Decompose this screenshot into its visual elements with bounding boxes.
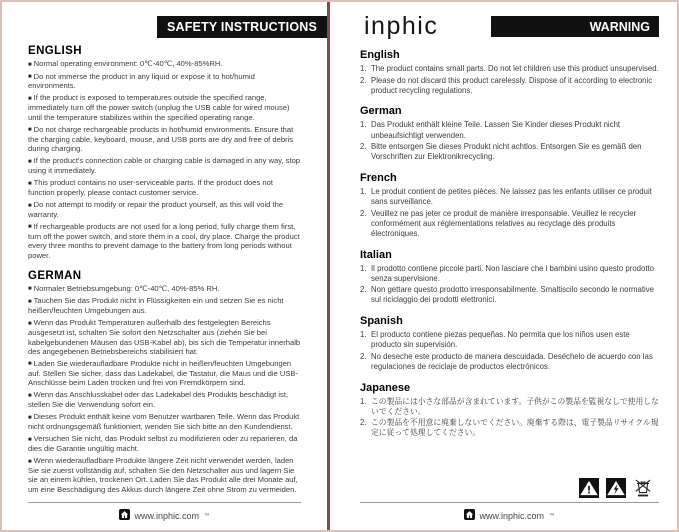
section-title-german: GERMAN xyxy=(28,269,82,282)
bullet-text: Wenn das Produkt Temperaturen außerhalb des festgelegten Bereichs ausgesetzt ist, schalten Sie sofort den Netzschalter aus (ziehen Sie bei kabelgebundenen Mäusen das USB-Kabel ab), bis sich die Temperatur innerhalb des angegebenen Betriebsbereichs stabilisiert hat. xyxy=(28,318,301,356)
numbered-item xyxy=(360,187,659,207)
item-text: Das Produkt enthält kleine Teile. Lassen Sie Kinder dieses Produkt nicht unbeaufsichtigt verwenden. xyxy=(371,120,621,140)
home-icon xyxy=(464,509,475,522)
bullet-square-icon: ■ xyxy=(28,392,32,399)
item-text: El producto contiene piezas pequeñas. No permita que los niños usen este producto sin supervisión. xyxy=(371,330,630,350)
section-title: Japanese xyxy=(360,381,411,394)
bullet-text: This product contains no user-serviceable parts. If the product does not function properly, please contact customer service. xyxy=(28,178,273,198)
warning-section-english xyxy=(360,41,659,97)
bullet-square-icon: ■ xyxy=(28,298,32,305)
safety-instructions-header-bar xyxy=(157,16,327,38)
bullet-item xyxy=(28,222,301,260)
section-title-english: ENGLISH xyxy=(28,45,82,57)
numbered-item xyxy=(360,64,659,74)
warning-page xyxy=(330,2,677,530)
left-page-content xyxy=(28,38,327,522)
item-text: Il prodotto contiene piccole parti. Non lasciare che i bambini usino questo prodotto senza supervisione. xyxy=(371,263,655,283)
item-text: この製品には小さな部品が含まれています。子供がこの製品を監視なしで使用しないでください。 xyxy=(371,396,659,416)
section-title: French xyxy=(360,171,397,184)
numbered-item xyxy=(360,418,659,438)
numbered-item xyxy=(360,330,659,350)
bullet-square-icon: ■ xyxy=(28,436,32,443)
inphic-logo: inphic xyxy=(364,12,439,40)
warning-section-japanese xyxy=(360,374,659,441)
bullet-text: Versuchen Sie nicht, das Produkt selbst zu modifizieren oder zu reparieren, da dies die Garantie ungültig macht. xyxy=(28,434,298,454)
numbered-item xyxy=(360,120,659,140)
bullet-item xyxy=(28,456,301,494)
bullet-item xyxy=(28,59,301,69)
german-safety-section xyxy=(28,263,301,497)
bullet-item xyxy=(28,390,301,409)
german-bullet-list xyxy=(28,284,301,495)
right-page-footer xyxy=(360,472,659,522)
bullet-text: If rechargeable products are not used for a long period, fully charge them first, turn off the power switch, and store them in a cool, dry place. Charge the product every three months to prevent damage to the battery from long periods without power. xyxy=(28,221,300,260)
bullet-item xyxy=(28,125,301,154)
numbered-item xyxy=(360,264,659,284)
bullet-square-icon: ■ xyxy=(28,458,32,465)
warning-section-french xyxy=(360,164,659,241)
warning-title: WARNING xyxy=(589,19,650,34)
bullet-square-icon: ■ xyxy=(28,286,32,293)
footer-divider xyxy=(360,502,659,503)
numbered-list xyxy=(360,397,659,439)
right-page-top-row xyxy=(360,14,659,39)
bullet-text: Do not immerse the product in any liquid or expose it to hot/humid environments. xyxy=(28,71,255,91)
numbered-item xyxy=(360,76,659,96)
numbered-list xyxy=(360,64,659,96)
bullet-square-icon: ■ xyxy=(28,414,32,421)
bullet-square-icon: ■ xyxy=(28,74,32,81)
bullet-text: Normal operating environment: 0℃-40℃, 40%-85%RH. xyxy=(33,59,223,68)
numbered-item xyxy=(360,285,659,305)
bullet-item xyxy=(28,72,301,91)
item-text: No deseche este producto de manera descuidada. Deséchelo de acuerdo con las regulaciones de reciclaje de productos electrónicos. xyxy=(371,351,653,371)
bullet-item xyxy=(28,412,301,431)
numbered-item xyxy=(360,209,659,239)
bullet-square-icon: ■ xyxy=(28,202,32,209)
warning-section-german xyxy=(360,97,659,164)
item-text: Le produit contient de petites pièces. Ne laissez pas les enfants utiliser ce produit sans surveillance. xyxy=(371,186,652,206)
footer-website xyxy=(28,509,301,522)
item-text: Non gettare questo prodotto irresponsabilmente. Smaltiscilo secondo le normative sul riciclaggio dei prodotti elettronici. xyxy=(371,285,655,305)
bullet-item xyxy=(28,93,301,122)
safety-instructions-title: SAFETY INSTRUCTIONS xyxy=(166,20,318,34)
section-title: Spanish xyxy=(360,315,403,327)
bullet-square-icon: ■ xyxy=(28,224,32,231)
numbered-list xyxy=(360,264,659,306)
item-text: Please do not discard this product carelessly. Dispose of it according to electronic product recycling regulations. xyxy=(371,75,653,95)
bullet-item xyxy=(28,156,301,175)
bullet-square-icon: ■ xyxy=(28,158,32,165)
bullet-square-icon: ■ xyxy=(28,127,32,134)
bullet-item xyxy=(28,296,301,315)
bullet-item xyxy=(28,178,301,197)
bullet-square-icon: ■ xyxy=(28,320,32,327)
bullet-text: Laden Sie wiederaufladbare Produkte nicht in heißen/feuchten Umgebungen auf. Stellen Sie sicher, dass das Ladekabel, die Tastatur, die Maus und die USB-Anschlüsse beim Laden trocken und frei von Fremdkörpern sind. xyxy=(28,358,299,388)
trademark-mark: ™ xyxy=(204,512,210,519)
bullet-item xyxy=(28,359,301,388)
website-url: www.inphic.com xyxy=(134,510,200,521)
bullet-square-icon: ■ xyxy=(28,180,32,187)
trademark-mark: ™ xyxy=(549,512,555,519)
numbered-item xyxy=(360,352,659,372)
bullet-text: Wenn wiederaufladbare Produkte längere Zeit nicht verwendet werden, laden Sie sie zuerst vollständig auf, schalten Sie den Netzschalter aus und lagern Sie sie an einem kühlen, trockenen Ort. Laden Sie das Produkt alle drei Monate auf, um eine Beschädigung des Akkus durch längere Zeit ohne Strom zu vermeiden. xyxy=(28,456,298,494)
bullet-item xyxy=(28,434,301,453)
numbered-item xyxy=(360,397,659,417)
footer-website xyxy=(360,509,659,522)
warning-section-italian xyxy=(360,241,659,308)
website-url: www.inphic.com xyxy=(479,510,545,521)
item-text: この製品を不用意に廃棄しないでください。廃棄する際は、電子製品リサイクル規定に従って処理してください。 xyxy=(371,418,659,438)
warning-triangle-icon xyxy=(579,478,599,498)
english-safety-section xyxy=(28,38,301,263)
bullet-square-icon: ■ xyxy=(28,361,32,368)
numbered-list xyxy=(360,187,659,239)
bullet-text: Wenn das Anschlusskabel oder das Ladekabel des Produkts beschädigt ist, stellen Sie die Verwendung sofort ein. xyxy=(28,390,289,410)
section-title: German xyxy=(360,105,402,118)
item-text: Bitte entsorgen Sie dieses Produkt nicht achtlos. Entsorgen Sie es gemäß den Vorschriften zur Elektronikrecycling. xyxy=(371,142,642,162)
bullet-text: If the product is exposed to temperatures outside the specified range, immediately turn off the power switch (unplug the USB cable for wired mouse) until the temperature stabilizes within the specified operating range. xyxy=(28,93,290,122)
warning-section-spanish xyxy=(360,307,659,374)
numbered-list xyxy=(360,120,659,162)
numbered-item xyxy=(360,142,659,162)
footer-divider xyxy=(28,502,301,503)
home-icon xyxy=(119,509,130,522)
bullet-square-icon: ■ xyxy=(28,61,32,68)
bullet-item xyxy=(28,284,301,294)
bullet-text: Tauchen Sie das Produkt nicht in Flüssigkeiten ein und setzen Sie es nicht heißen/feuchten Umgebungen aus. xyxy=(28,296,284,316)
bullet-item xyxy=(28,318,301,356)
safety-instructions-page xyxy=(2,2,327,530)
left-page-footer xyxy=(28,498,301,522)
weee-crossed-bin-icon xyxy=(633,478,653,498)
bullet-text: Do not charge rechargeable products in hot/humid environments. Ensure that the charging cable, keyboard, mouse, and USB ports are dry and free of debris during charging. xyxy=(28,124,294,154)
english-bullet-list xyxy=(28,59,301,260)
right-page-content xyxy=(360,41,659,522)
bullet-text: Do not attempt to modify or repair the product yourself, as this will void the warranty. xyxy=(28,200,284,219)
section-title: English xyxy=(360,49,400,61)
item-text: Veuillez ne pas jeter ce produit de manière irresponsable. Veuillez le recycler conformément aux réglementations relatives au recyclage des produits électroniques. xyxy=(371,208,637,238)
warning-header-bar xyxy=(491,16,659,37)
bullet-text: Normaler Betriebsumgebung: 0℃-40℃, 40%-85% RH. xyxy=(33,283,220,293)
section-title: Italian xyxy=(360,248,392,261)
item-text: The product contains small parts. Do not let children use this product unsupervised. xyxy=(371,64,659,73)
bullet-square-icon: ■ xyxy=(28,95,32,102)
hazard-symbols-row xyxy=(360,478,653,498)
numbered-list xyxy=(360,330,659,372)
bullet-item xyxy=(28,200,301,219)
bullet-text: Dieses Produkt enthält keine vom Benutzer wartbaren Teile. Wenn das Produkt nicht ordnungsgemäß funktioniert, wenden Sie sich bitte an den Kundendienst. xyxy=(28,412,300,432)
electric-hazard-icon xyxy=(606,478,626,498)
bullet-text: If the product's connection cable or charging cable is damaged in any way, stop using it immediately. xyxy=(28,156,301,176)
